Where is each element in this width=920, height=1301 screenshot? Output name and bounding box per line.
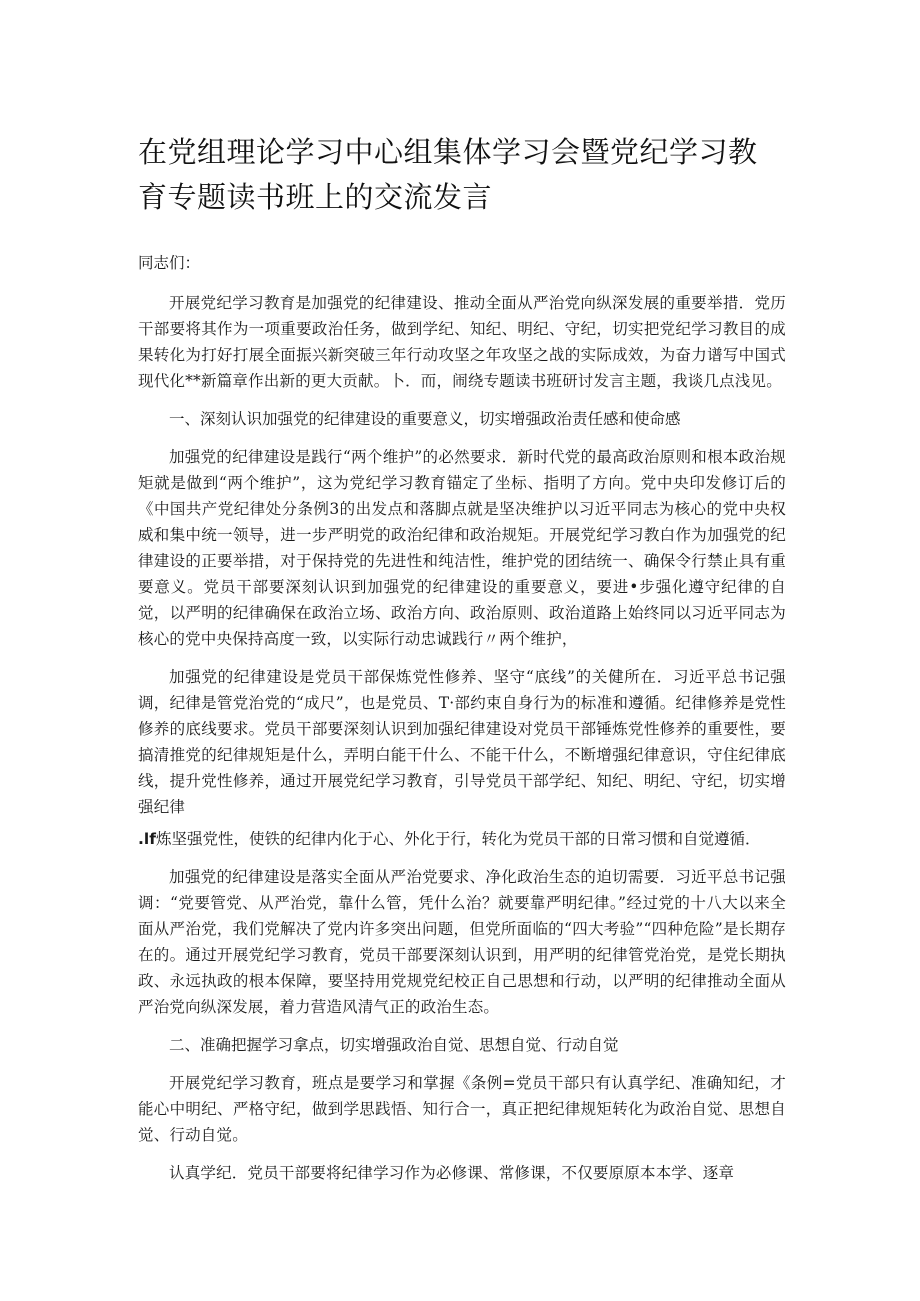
document-title: 在党组理论学习中心组集体学习会暨党纪学习教育专题读书班上的交流发言 [138, 135, 758, 214]
section-heading-2: 二、准确把握学习拿点，切实增强政治自觉、思想自觉、行动自觉 [169, 1036, 619, 1054]
ocr-artifact-text: .lf [138, 830, 156, 848]
document-page [138, 130, 786, 1198]
paragraph-serious-study: 认真学纪．党员干部要将纪律学习作为必修课、常修课，不仅要原原本本学、逐章 [169, 1164, 735, 1182]
salutation: 同志们： [138, 254, 201, 272]
paragraph-two-safeguards: 加强党的纪律建设是践行“两个维护”的必然要求．新时代党的最高政治原则和根本政治规矩就是做到“两个维护”，这为党纪学习教育锚定了坐标、指明了方向。党中央印发修订后的《中国共产党纪律处分条例3的出发点和落脚点就是坚决维护以习近平同志为核心的党中央权威和集中统一领导，进一步严明党的政治纪律和政治规矩。开展党纪学习教白作为加强党的纪律建设的正要举措，对于保持党的先进性和纯洁性，维护党的团结统一、确保令行禁止具有重要意义。党员干部要深刻认识到加强党的纪律建设的重要意义，要进•步强化遵守纪律的自觉，以严明的纪律确保在政治立场、政治方向、政治原则、政治道路上始终同以习近平同志为核心的党中央保持高度一致，以实际行动忠诚践行〃两个维护， [138, 448, 786, 648]
continued-text: 炼坚强党性，使铁的纪律内化于心、外化于行，转化为党员干部的日常习惯和自觉遵循． [155, 830, 761, 848]
paragraph-study-focus: 开展党纪学习教育，班点是要学习和掌握《条例=党员干部只有认真学纪、准确知纪，才能心中明纪、严格守纪，做到学思践悟、知行合一，真正把纪律规矩转化为政治自觉、思想自觉、行动自觉。 [138, 1074, 786, 1144]
paragraph-strict-governance: 加强党的纪律建设是落实全面从严治党要求、净化政治生态的迫切需要．习近平总书记强调：“党要管党、从严治党，靠什么管，凭什么治？就要靠严明纪律。”经过党的十八大以来全面从严治党，我们党解决了党内许多突出问题，但党所面临的“四大考验”“四种危险”是长期存在的。通过开展党纪学习教育，党员干部要深刻认识到，用严明的纪律管党治党，是党长期执政、永远执政的根本保障，要坚持用党规党纪校正自己思想和行动，以严明的纪律推动全面从严治党向纵深发展，着力营造风清气正的政治生态。 [138, 868, 786, 1016]
paragraph-party-spirit: 加强党的纪律建设是党员干部保炼党性修养、坚守“底线”的关健所在．习近平总书记强调，纪律是管党治党的“成尺”，也是党员、T·部约束自身行为的标准和遵循。纪律修养是党性修养的底线要求。党员干部要深刻认识到加强纪律建设对党员干部锤炼党性修养的重要性，要搞清推党的纪律规矩是什么，弄明白能干什么、不能干什么，不断增强纪律意识，守住纪律底线，提升党性修养，通过开展党纪学习教育，引导党员干部学纪、知纪、明纪、守纪，切实增强纪律 [138, 668, 786, 816]
paragraph-intro: 开展党纪学习教育是加强党的纪律建设、推动全面从严治党向纵深发展的重要举措．党历干部要将其作为一项重要政治任务，做到学纪、知纪、明纪、守纪，切实把党纪学习教目的成果转化为打好打展全面振兴新突破三年行动攻坚之年攻坚之战的实际成效，为奋力谱写中国式现代化**新篇章作出新的更大贡献。卜．而，闹绕专题读书班研讨发言主题，我谈几点浅见。 [138, 294, 786, 390]
paragraph-party-spirit-continued [138, 826, 786, 852]
section-heading-1: 一、深刻认识加强党的纪律建设的重要意义，切实增强政治责任感和使命感 [169, 410, 681, 428]
